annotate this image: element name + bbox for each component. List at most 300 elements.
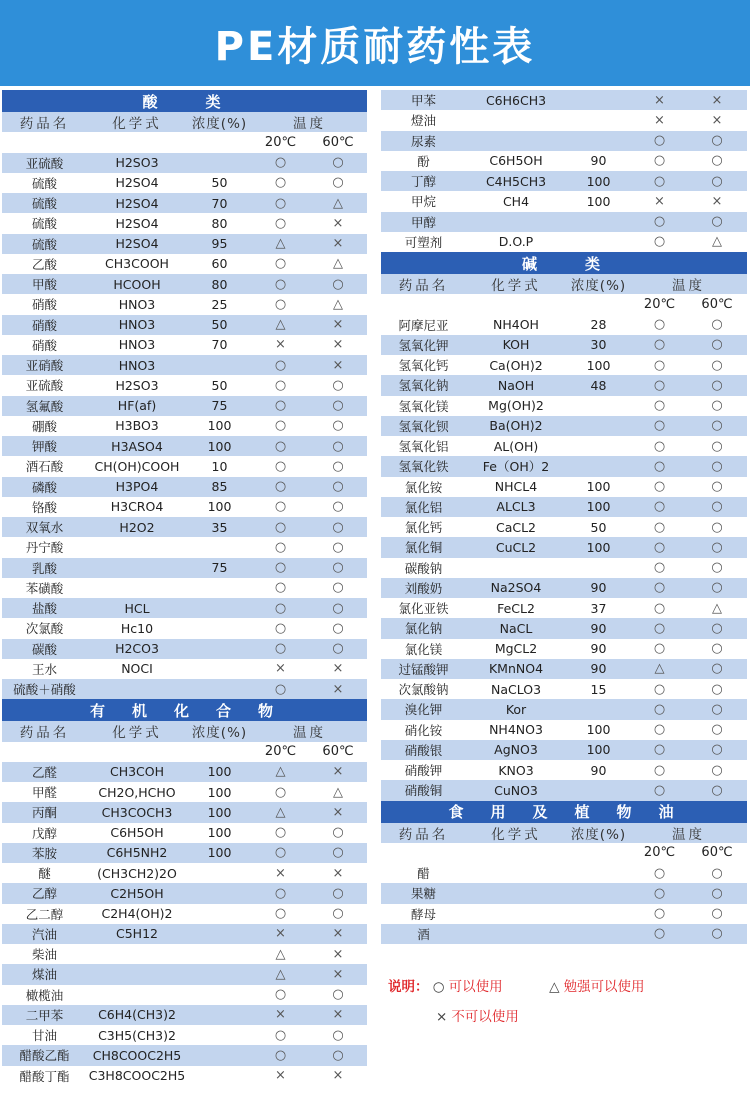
rating-20c: ○ bbox=[653, 906, 666, 922]
rating-60c: ○ bbox=[332, 519, 344, 535]
chemical-name: 硫酸 bbox=[31, 216, 57, 232]
header-formula: 化学式 bbox=[112, 116, 162, 133]
rating-60c: × bbox=[332, 926, 344, 942]
column-header-row bbox=[381, 274, 747, 294]
chemical-formula: Ca(OH)2 bbox=[489, 357, 543, 373]
rating-60c: × bbox=[332, 764, 344, 780]
chemical-formula: HNO3 bbox=[118, 296, 156, 312]
chemical-formula: CuNO3 bbox=[494, 782, 538, 798]
table-row bbox=[2, 762, 367, 782]
title-banner bbox=[0, 0, 750, 86]
chemical-name: 氢氧化铝 bbox=[398, 439, 449, 455]
rating-20c: ○ bbox=[653, 418, 666, 434]
table-row bbox=[2, 924, 367, 944]
rating-20c: × bbox=[275, 1007, 286, 1023]
rating-60c: ○ bbox=[711, 317, 723, 333]
rating-20c: ○ bbox=[274, 215, 287, 231]
rating-20c: ○ bbox=[653, 133, 666, 149]
chemical-name: 可塑剂 bbox=[404, 234, 443, 250]
chemical-formula: H2SO4 bbox=[115, 215, 159, 231]
chemical-formula: H3CRO4 bbox=[110, 499, 164, 515]
rating-60c: × bbox=[332, 236, 344, 252]
table-row bbox=[2, 679, 367, 699]
legend-fair: 勉强可以使用 bbox=[563, 979, 645, 995]
chemical-formula: NaCLO3 bbox=[490, 681, 542, 697]
rating-60c: ○ bbox=[711, 153, 723, 169]
table-row bbox=[381, 151, 747, 171]
chemical-name: 硫酸 bbox=[31, 196, 57, 212]
ok-symbol-icon: ○ bbox=[432, 979, 445, 995]
rating-20c: × bbox=[275, 1068, 286, 1084]
rating-20c: ○ bbox=[653, 701, 666, 717]
rating-60c: ○ bbox=[332, 620, 344, 636]
chemical-name: 硝酸 bbox=[31, 297, 57, 313]
chemical-formula: KMnNO4 bbox=[488, 661, 544, 677]
chemical-formula: C2H4(OH)2 bbox=[101, 906, 173, 922]
table-row bbox=[381, 659, 747, 679]
concentration: 60 bbox=[211, 256, 228, 272]
table-row bbox=[381, 497, 747, 517]
rating-60c: ○ bbox=[711, 560, 723, 576]
chemical-formula: H3ASO4 bbox=[111, 438, 163, 454]
chemical-formula: CaCL2 bbox=[495, 519, 537, 535]
rating-20c: ○ bbox=[653, 317, 666, 333]
concentration: 100 bbox=[207, 499, 232, 515]
chemical-name: 过锰酸钾 bbox=[398, 661, 449, 677]
concentration: 80 bbox=[211, 215, 228, 231]
chemical-formula: CH3COOH bbox=[105, 256, 169, 272]
rating-20c: ○ bbox=[653, 153, 666, 169]
chemical-name: 橄榄油 bbox=[25, 987, 64, 1003]
chemical-formula: C5H12 bbox=[116, 926, 158, 942]
column-header-row bbox=[2, 112, 367, 132]
table-row bbox=[2, 1025, 367, 1045]
table-row bbox=[381, 212, 747, 232]
table-row bbox=[2, 558, 367, 578]
rating-20c: △ bbox=[275, 804, 286, 820]
category-header: 酸 类 bbox=[2, 90, 367, 112]
rating-20c: ○ bbox=[653, 742, 666, 758]
chemical-formula: C6H5NH2 bbox=[106, 845, 168, 861]
chemical-name: 氢氧化钡 bbox=[398, 418, 449, 434]
chemical-name: 氯化钠 bbox=[404, 621, 443, 637]
chemical-name: 亚硫酸 bbox=[25, 378, 64, 394]
rating-60c: × bbox=[332, 317, 344, 333]
chemical-formula: Na2SO4 bbox=[490, 580, 542, 596]
column-header-row bbox=[381, 823, 747, 843]
rating-20c: ○ bbox=[274, 357, 287, 373]
fair-symbol-icon: △ bbox=[549, 979, 560, 995]
concentration: 100 bbox=[207, 784, 232, 800]
rating-20c: ○ bbox=[653, 234, 666, 250]
temp-60: 60℃ bbox=[701, 845, 733, 861]
rating-20c: ○ bbox=[653, 762, 666, 778]
chemical-name: 硝化铵 bbox=[404, 722, 443, 738]
concentration: 25 bbox=[211, 296, 228, 312]
chemical-formula: Ba(OH)2 bbox=[489, 418, 543, 434]
chemical-name: 氢氧化钾 bbox=[398, 337, 449, 353]
chemical-name: 氯化亚铁 bbox=[398, 601, 449, 617]
chemical-name: 阿摩尼亚 bbox=[398, 317, 449, 333]
rating-60c: ○ bbox=[332, 1047, 344, 1063]
chemical-name: 尿素 bbox=[410, 133, 436, 149]
chemical-formula: ALCL3 bbox=[496, 499, 536, 515]
rating-60c: ○ bbox=[332, 175, 344, 191]
table-row bbox=[2, 863, 367, 883]
column-header-row bbox=[2, 721, 367, 741]
table-row bbox=[381, 904, 747, 924]
concentration: 50 bbox=[211, 175, 228, 191]
chemical-formula: NH4OH bbox=[493, 317, 539, 333]
chemical-formula: H2SO4 bbox=[115, 175, 159, 191]
rating-60c: ○ bbox=[332, 398, 344, 414]
legend-no: 不可以使用 bbox=[451, 1009, 519, 1025]
rating-60c: × bbox=[332, 1068, 344, 1084]
header-concentration: 浓度(%) bbox=[191, 116, 248, 133]
table-row bbox=[2, 274, 367, 294]
table-row bbox=[2, 335, 367, 355]
rating-20c: ○ bbox=[653, 620, 666, 636]
rating-60c: ○ bbox=[332, 845, 344, 861]
chemical-name: 酚 bbox=[417, 153, 430, 169]
chemical-name: 磷酸 bbox=[31, 479, 57, 495]
table-row bbox=[2, 964, 367, 984]
chemical-name: 硫酸＋硝酸 bbox=[13, 682, 76, 698]
table-row bbox=[381, 537, 747, 557]
concentration: 70 bbox=[211, 195, 228, 211]
table-row bbox=[2, 598, 367, 618]
rating-20c: ○ bbox=[274, 175, 287, 191]
chemical-name: 醋酸乙酯 bbox=[19, 1048, 70, 1064]
rating-60c: ○ bbox=[711, 926, 723, 942]
concentration: 50 bbox=[211, 317, 228, 333]
rating-60c: × bbox=[332, 804, 344, 820]
table-row bbox=[2, 537, 367, 557]
rating-60c: △ bbox=[333, 195, 343, 211]
rating-20c: × bbox=[275, 337, 286, 353]
chemical-name: 丹宁酸 bbox=[25, 540, 64, 556]
chemical-formula: C6H5OH bbox=[489, 153, 543, 169]
chemical-name: 铬酸 bbox=[31, 499, 57, 515]
chemical-name: 硝酸铜 bbox=[404, 783, 443, 799]
chemical-name: 王水 bbox=[31, 661, 57, 677]
rating-60c: ○ bbox=[711, 865, 723, 881]
rating-60c: ○ bbox=[711, 357, 723, 373]
rating-60c: ○ bbox=[332, 276, 344, 292]
table-row bbox=[381, 720, 747, 740]
rating-20c: ○ bbox=[653, 681, 666, 697]
table-row bbox=[2, 315, 367, 335]
table-row bbox=[2, 436, 367, 456]
rating-60c: △ bbox=[712, 234, 722, 250]
chemical-name: 甲醇 bbox=[410, 214, 436, 230]
table-row bbox=[381, 436, 747, 456]
table-row bbox=[381, 232, 747, 252]
chemical-name: 苯磺酸 bbox=[25, 580, 64, 596]
concentration: 48 bbox=[590, 377, 607, 393]
rating-20c: △ bbox=[275, 236, 286, 252]
table-row bbox=[2, 659, 367, 679]
header-temperature: 温度 bbox=[293, 116, 326, 133]
rating-20c: △ bbox=[275, 764, 286, 780]
rating-60c: ○ bbox=[711, 906, 723, 922]
rating-20c: ○ bbox=[653, 214, 666, 230]
rating-60c: ○ bbox=[711, 661, 723, 677]
rating-60c: ○ bbox=[332, 825, 344, 841]
chemical-name: 酵母 bbox=[410, 906, 436, 922]
rating-20c: ○ bbox=[274, 620, 287, 636]
rating-60c: × bbox=[332, 946, 344, 962]
rating-20c: △ bbox=[275, 946, 286, 962]
rating-60c: × bbox=[332, 1007, 344, 1023]
chemical-formula: AL(OH) bbox=[493, 438, 539, 454]
rating-20c: ○ bbox=[653, 377, 666, 393]
chemical-name: 氯化镁 bbox=[404, 641, 443, 657]
table-row bbox=[381, 517, 747, 537]
chemical-name: 次氯酸 bbox=[25, 621, 64, 637]
legend-label: 说明： bbox=[388, 979, 429, 995]
chemical-formula: AgNO3 bbox=[494, 742, 538, 758]
chemical-name: 硫酸 bbox=[31, 175, 57, 191]
table-row bbox=[381, 171, 747, 191]
rating-20c: ○ bbox=[653, 641, 666, 657]
header-temperature: 温度 bbox=[672, 826, 705, 843]
chemical-name: 甲酸 bbox=[31, 277, 57, 293]
chemical-name: 氯化铝 bbox=[404, 499, 443, 515]
rating-20c: ○ bbox=[653, 539, 666, 555]
table-row bbox=[2, 985, 367, 1005]
table-row bbox=[2, 477, 367, 497]
concentration: 100 bbox=[207, 845, 232, 861]
table-row bbox=[381, 760, 747, 780]
table-row bbox=[2, 802, 367, 822]
table-row bbox=[2, 1066, 367, 1086]
table-row bbox=[381, 90, 747, 110]
rating-20c: × bbox=[654, 92, 665, 108]
rating-60c: ○ bbox=[711, 742, 723, 758]
rating-20c: ○ bbox=[274, 1027, 287, 1043]
chemical-name: 乳酸 bbox=[31, 560, 57, 576]
chemical-name: 亚硫酸 bbox=[25, 155, 64, 171]
rating-20c: ○ bbox=[274, 600, 287, 616]
chemical-formula: H2CO3 bbox=[115, 641, 159, 657]
table-row bbox=[2, 355, 367, 375]
rating-20c: ○ bbox=[274, 560, 287, 576]
table-row bbox=[2, 517, 367, 537]
rating-60c: ○ bbox=[332, 458, 344, 474]
rating-20c: ○ bbox=[653, 885, 666, 901]
rating-60c: ○ bbox=[711, 681, 723, 697]
rating-20c: ○ bbox=[274, 195, 287, 211]
concentration: 100 bbox=[586, 479, 611, 495]
header-formula: 化学式 bbox=[491, 826, 541, 843]
rating-60c: × bbox=[332, 865, 344, 881]
chemical-formula: CH4 bbox=[502, 193, 530, 209]
chemical-name: 甘油 bbox=[31, 1028, 57, 1044]
chemical-name: 乙二醇 bbox=[25, 906, 64, 922]
chemical-formula: Fe（OH）2 bbox=[482, 459, 550, 475]
rating-20c: ○ bbox=[274, 539, 287, 555]
concentration: 80 bbox=[211, 276, 228, 292]
rating-60c: ○ bbox=[711, 641, 723, 657]
rating-60c: ○ bbox=[332, 155, 344, 171]
rating-60c: ○ bbox=[711, 782, 723, 798]
category-header: 碱 类 bbox=[381, 252, 747, 274]
concentration: 100 bbox=[207, 438, 232, 454]
chemical-formula: H3BO3 bbox=[115, 418, 159, 434]
legend-ok: 可以使用 bbox=[448, 979, 503, 995]
concentration: 15 bbox=[590, 681, 607, 697]
table-row bbox=[381, 863, 747, 883]
chemical-name: 汽油 bbox=[31, 926, 57, 942]
header-concentration: 浓度(%) bbox=[191, 725, 248, 742]
rating-20c: ○ bbox=[653, 865, 666, 881]
table-row bbox=[381, 740, 747, 760]
rating-20c: ○ bbox=[274, 377, 287, 393]
chemical-formula: HCOOH bbox=[113, 276, 161, 292]
table-row bbox=[2, 1005, 367, 1025]
rating-60c: × bbox=[332, 681, 344, 697]
chemical-name: 硝酸 bbox=[31, 337, 57, 353]
chemical-formula: KOH bbox=[502, 337, 530, 353]
rating-60c: ○ bbox=[711, 133, 723, 149]
rating-20c: ○ bbox=[274, 276, 287, 292]
temp-60: 60℃ bbox=[701, 296, 733, 312]
rating-20c: △ bbox=[275, 317, 286, 333]
rating-60c: × bbox=[332, 215, 344, 231]
temperature-row bbox=[381, 843, 747, 863]
rating-20c: ○ bbox=[274, 1047, 287, 1063]
table-row bbox=[2, 193, 367, 213]
rating-20c: ○ bbox=[274, 155, 287, 171]
table-row bbox=[2, 396, 367, 416]
table-row bbox=[2, 823, 367, 843]
chemical-formula: NH4NO3 bbox=[489, 722, 543, 738]
chemical-name: 氯化铵 bbox=[404, 479, 443, 495]
header-concentration: 浓度(%) bbox=[570, 826, 627, 843]
table-row bbox=[381, 679, 747, 699]
chemical-formula: HNO3 bbox=[118, 317, 156, 333]
chemical-name: 氢氧化铁 bbox=[398, 459, 449, 475]
table-row bbox=[381, 355, 747, 375]
legend-line-2 bbox=[436, 1005, 519, 1025]
rating-20c: × bbox=[654, 193, 665, 209]
chemical-name: 碳酸 bbox=[31, 641, 57, 657]
rating-60c: ○ bbox=[332, 600, 344, 616]
chemical-name: 丙酮 bbox=[31, 805, 57, 821]
rating-60c: × bbox=[332, 661, 344, 677]
rating-20c: ○ bbox=[274, 987, 287, 1003]
chemical-formula: Hc10 bbox=[120, 620, 154, 636]
temp-20: 20℃ bbox=[264, 134, 297, 150]
chemical-formula: CH2O,HCHO bbox=[98, 784, 176, 800]
rating-60c: ○ bbox=[711, 458, 723, 474]
concentration: 28 bbox=[590, 317, 607, 333]
concentration: 70 bbox=[211, 337, 228, 353]
chemical-name: 二甲苯 bbox=[25, 1007, 64, 1023]
chemical-name: 煤油 bbox=[31, 967, 57, 983]
rating-20c: ○ bbox=[653, 173, 666, 189]
rating-20c: ○ bbox=[274, 519, 287, 535]
table-row bbox=[2, 883, 367, 903]
rating-20c: ○ bbox=[653, 580, 666, 596]
header-temperature: 温度 bbox=[293, 725, 326, 742]
table-row bbox=[381, 375, 747, 395]
rating-20c: ○ bbox=[653, 722, 666, 738]
rating-60c: ○ bbox=[711, 398, 723, 414]
concentration: 50 bbox=[211, 377, 228, 393]
concentration: 100 bbox=[586, 742, 611, 758]
chemical-formula: Kor bbox=[505, 701, 527, 717]
table-row bbox=[2, 153, 367, 173]
rating-60c: ○ bbox=[332, 560, 344, 576]
rating-20c: ○ bbox=[274, 885, 287, 901]
concentration: 95 bbox=[211, 236, 228, 252]
concentration: 75 bbox=[211, 560, 228, 576]
table-row bbox=[381, 924, 747, 944]
chemical-name: 酒 bbox=[417, 926, 430, 942]
temperature-row bbox=[2, 132, 367, 152]
header-concentration: 浓度(%) bbox=[570, 278, 627, 295]
table-row bbox=[2, 254, 367, 274]
chemical-formula: C2H5OH bbox=[110, 885, 164, 901]
table-row bbox=[2, 294, 367, 314]
chemical-name: 甲醛 bbox=[31, 785, 57, 801]
table-row bbox=[2, 782, 367, 802]
chemical-name: 醋酸丁酯 bbox=[19, 1068, 70, 1084]
concentration: 37 bbox=[590, 600, 607, 616]
concentration: 50 bbox=[590, 519, 607, 535]
chemical-name: 钾酸 bbox=[31, 439, 57, 455]
rating-20c: ○ bbox=[274, 784, 287, 800]
concentration: 100 bbox=[207, 418, 232, 434]
rating-20c: ○ bbox=[653, 479, 666, 495]
chemical-name: 硝酸 bbox=[31, 317, 57, 333]
table-row bbox=[381, 335, 747, 355]
concentration: 90 bbox=[590, 620, 607, 636]
rating-60c: ○ bbox=[332, 1027, 344, 1043]
table-row bbox=[2, 618, 367, 638]
rating-20c: × bbox=[275, 926, 286, 942]
chemical-name: 碳酸钠 bbox=[404, 560, 443, 576]
rating-20c: ○ bbox=[653, 600, 666, 616]
chemical-name: 丁醇 bbox=[410, 174, 436, 190]
table-row bbox=[2, 234, 367, 254]
table-row bbox=[2, 578, 367, 598]
category-header: 食 用 及 植 物 油 bbox=[381, 801, 747, 823]
rating-60c: ○ bbox=[332, 539, 344, 555]
rating-60c: ○ bbox=[711, 519, 723, 535]
rating-60c: × bbox=[711, 92, 723, 108]
rating-20c: △ bbox=[654, 661, 665, 677]
concentration: 10 bbox=[211, 458, 228, 474]
chemical-name: 氯化铜 bbox=[404, 540, 443, 556]
rating-60c: ○ bbox=[711, 418, 723, 434]
concentration: 100 bbox=[207, 804, 232, 820]
rating-60c: ○ bbox=[711, 580, 723, 596]
table-row bbox=[2, 497, 367, 517]
concentration: 90 bbox=[590, 661, 607, 677]
rating-60c: ○ bbox=[332, 580, 344, 596]
table-row bbox=[381, 883, 747, 903]
concentration: 100 bbox=[586, 357, 611, 373]
chemical-name: 柴油 bbox=[31, 947, 57, 963]
concentration: 100 bbox=[586, 499, 611, 515]
chemical-name: 氯化钙 bbox=[404, 520, 443, 536]
chemical-formula: C3H5(CH3)2 bbox=[98, 1027, 176, 1043]
table-row bbox=[2, 173, 367, 193]
temp-20: 20℃ bbox=[643, 845, 676, 861]
